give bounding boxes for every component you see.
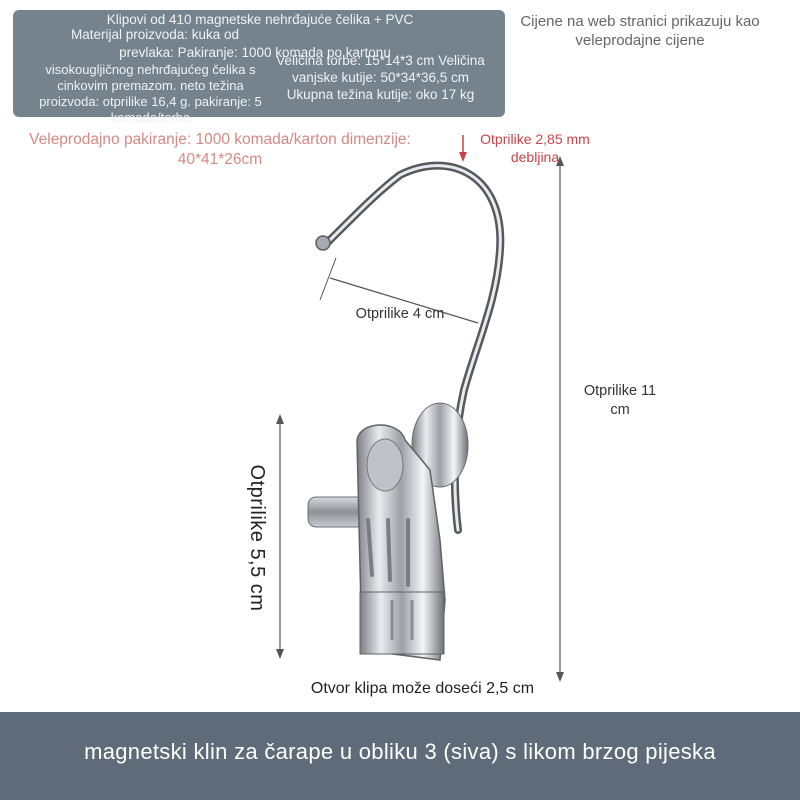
opening-label: Otvor klipa može doseći 2,5 cm: [310, 680, 535, 697]
info-left-lines: visokougljičnog nehrđajućeg čelika s cinkovim premazom. neto težina proizvoda: otprilike 16,4 g. pakiranje: 5 komada/torba: [39, 62, 262, 125]
clip-height-label: Otprilike 5,5 cm: [246, 464, 268, 612]
info-line-material: Materijal proizvoda: kuka od: [70, 27, 240, 42]
price-note: Cijene na web stranici prikazuju kao veleprodajne cijene: [520, 13, 760, 49]
thickness-note: Otprilike 2,85 mm debljina: [480, 131, 590, 165]
clip-jaw: [360, 592, 444, 654]
wholesale-note: Veleprodajno pakiranje: 1000 komada/karton dimenzije: 40*41*26cm: [29, 131, 411, 168]
width-label: Otprilike 4 cm: [355, 306, 445, 322]
banner-title: magnetski klin za čarape u obliku 3 (siva) s likom brzog pijeska: [84, 739, 716, 764]
info-line-top: Klipovi od 410 magnetske nehrđajuće čelika + PVC: [106, 12, 414, 27]
hook-tip-ball: [316, 236, 330, 250]
height-label: Otprilike 11 cm: [583, 383, 657, 418]
info-line-coating: prevlaka: Pakiranje: 1000 komada po kartonu: [119, 45, 391, 60]
title-banner: [0, 712, 800, 800]
info-right-lines: Veličina torbe: 15*14*3 cm Veličina vanjske kutije: 50*34*36,5 cm Ukupna težina kutije: oko 17 kg: [276, 53, 485, 102]
clip-pivot-pin: [308, 497, 366, 527]
